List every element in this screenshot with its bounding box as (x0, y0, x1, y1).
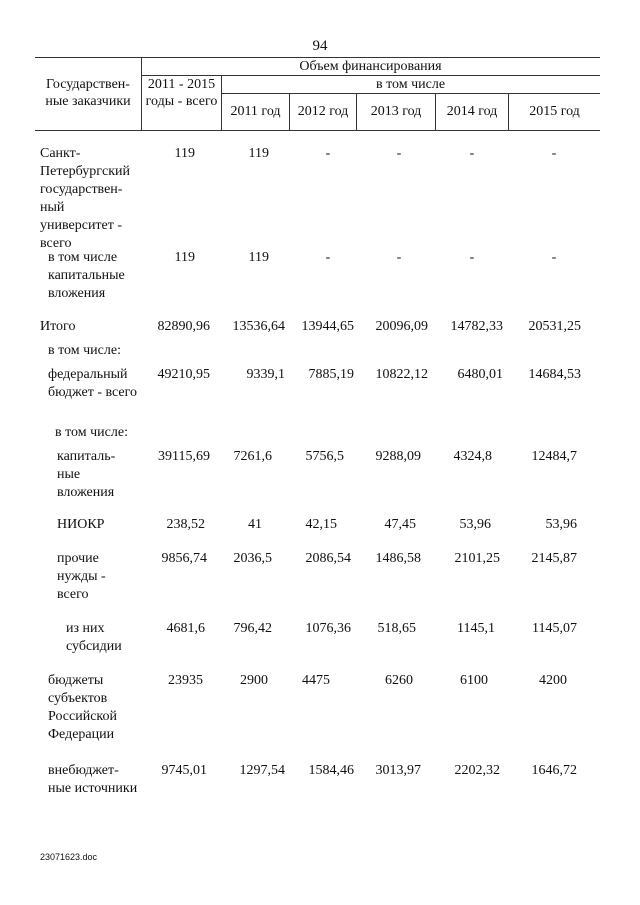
row-2014: 6480,01 (457, 367, 503, 382)
row-2014: 53,96 (459, 517, 491, 532)
row-label: из них субсидии (66, 621, 122, 654)
header-year-2012: 2012 год (297, 104, 349, 119)
row-label: в том числе: (55, 425, 128, 440)
row-label: внебюджет-ные источники (48, 763, 138, 796)
row-2012: 42,15 (305, 517, 337, 532)
row-2015: - (551, 250, 557, 265)
row-2014: 14782,33 (450, 319, 503, 334)
row-total: 119 (174, 146, 195, 161)
row-label: Санкт-Петербургский государствен-ный университет - всего (40, 146, 130, 251)
row-2015: 12484,7 (531, 449, 577, 464)
row-2014: 2202,32 (454, 763, 500, 778)
row-total: 4681,6 (166, 621, 205, 636)
row-2015: 14684,53 (528, 367, 581, 382)
row-2012: 1076,36 (305, 621, 351, 636)
row-2013: 20096,09 (375, 319, 428, 334)
header-including: в том числе (375, 77, 446, 92)
row-label: капиталь-ные вложения (57, 449, 116, 500)
row-2013: 10822,12 (375, 367, 428, 382)
row-2012: 2086,54 (305, 551, 351, 566)
header-year-2015: 2015 год (529, 104, 580, 119)
row-2012: 5756,5 (305, 449, 344, 464)
row-2011: 119 (248, 250, 269, 265)
row-label: в том числе: (48, 343, 121, 358)
row-2011: 119 (248, 146, 269, 161)
row-2014: - (469, 146, 475, 161)
row-total: 23935 (168, 673, 203, 688)
row-2013: 3013,97 (375, 763, 421, 778)
row-2015: 20531,25 (528, 319, 581, 334)
row-2013: - (396, 250, 402, 265)
row-2014: 4324,8 (453, 449, 492, 464)
row-2011: 13536,64 (232, 319, 285, 334)
row-total: 238,52 (166, 517, 205, 532)
row-2014: 1145,1 (457, 621, 495, 636)
row-label: Итого (40, 319, 76, 334)
row-label: в том числе капитальные вложения (48, 250, 125, 301)
row-2014: 2101,25 (454, 551, 500, 566)
header-year-2013: 2013 год (370, 104, 422, 119)
row-2014: 6100 (460, 673, 488, 688)
row-2013: - (396, 146, 402, 161)
row-2013: 518,65 (377, 621, 416, 636)
header-year-2014: 2014 год (446, 104, 498, 119)
header-year-2011: 2011 год (230, 104, 281, 119)
row-2012: 4475 (302, 673, 330, 688)
row-2015: 1646,72 (531, 763, 577, 778)
row-total: 82890,96 (157, 319, 210, 334)
row-label: федеральный бюджет - всего (48, 367, 137, 400)
row-2011: 796,42 (233, 621, 272, 636)
footer-filename: 23071623.doc (40, 852, 98, 862)
row-2015: 4200 (539, 673, 567, 688)
row-label: НИОКР (57, 517, 105, 532)
row-2011: 9339,1 (246, 367, 285, 382)
page-number: 94 (312, 38, 328, 54)
row-2015: 2145,87 (531, 551, 577, 566)
row-2015: - (551, 146, 557, 161)
row-2011: 41 (248, 517, 262, 532)
row-2013: 1486,58 (375, 551, 421, 566)
row-2012: - (325, 146, 331, 161)
row-total: 49210,95 (157, 367, 210, 382)
row-2012: 1584,46 (308, 763, 354, 778)
row-total: 9745,01 (161, 763, 207, 778)
row-2012: - (325, 250, 331, 265)
row-label: бюджеты субъектов Российской Федерации (48, 673, 117, 742)
row-2014: - (469, 250, 475, 265)
row-2011: 7261,6 (233, 449, 272, 464)
row-2015: 1145,07 (532, 621, 577, 636)
row-2011: 2036,5 (233, 551, 272, 566)
header-total-period: 2011 - 2015 годы - всего (145, 77, 218, 109)
header-including-rule (221, 93, 600, 94)
row-2013: 9288,09 (375, 449, 421, 464)
row-label: прочие нужды - всего (57, 551, 106, 602)
row-2012: 7885,19 (308, 367, 354, 382)
row-2012: 13944,65 (301, 319, 354, 334)
row-2015: 53,96 (545, 517, 577, 532)
row-2011: 1297,54 (239, 763, 285, 778)
row-2011: 2900 (240, 673, 268, 688)
row-total: 39115,69 (158, 449, 210, 464)
row-total: 9856,74 (161, 551, 207, 566)
header-bottom-rule (35, 130, 600, 131)
header-customers: Государствен-ные заказчики (45, 77, 131, 109)
row-total: 119 (174, 250, 195, 265)
row-2013: 6260 (385, 673, 413, 688)
header-funding: Объем финансирования (299, 59, 442, 74)
row-2013: 47,45 (384, 517, 416, 532)
